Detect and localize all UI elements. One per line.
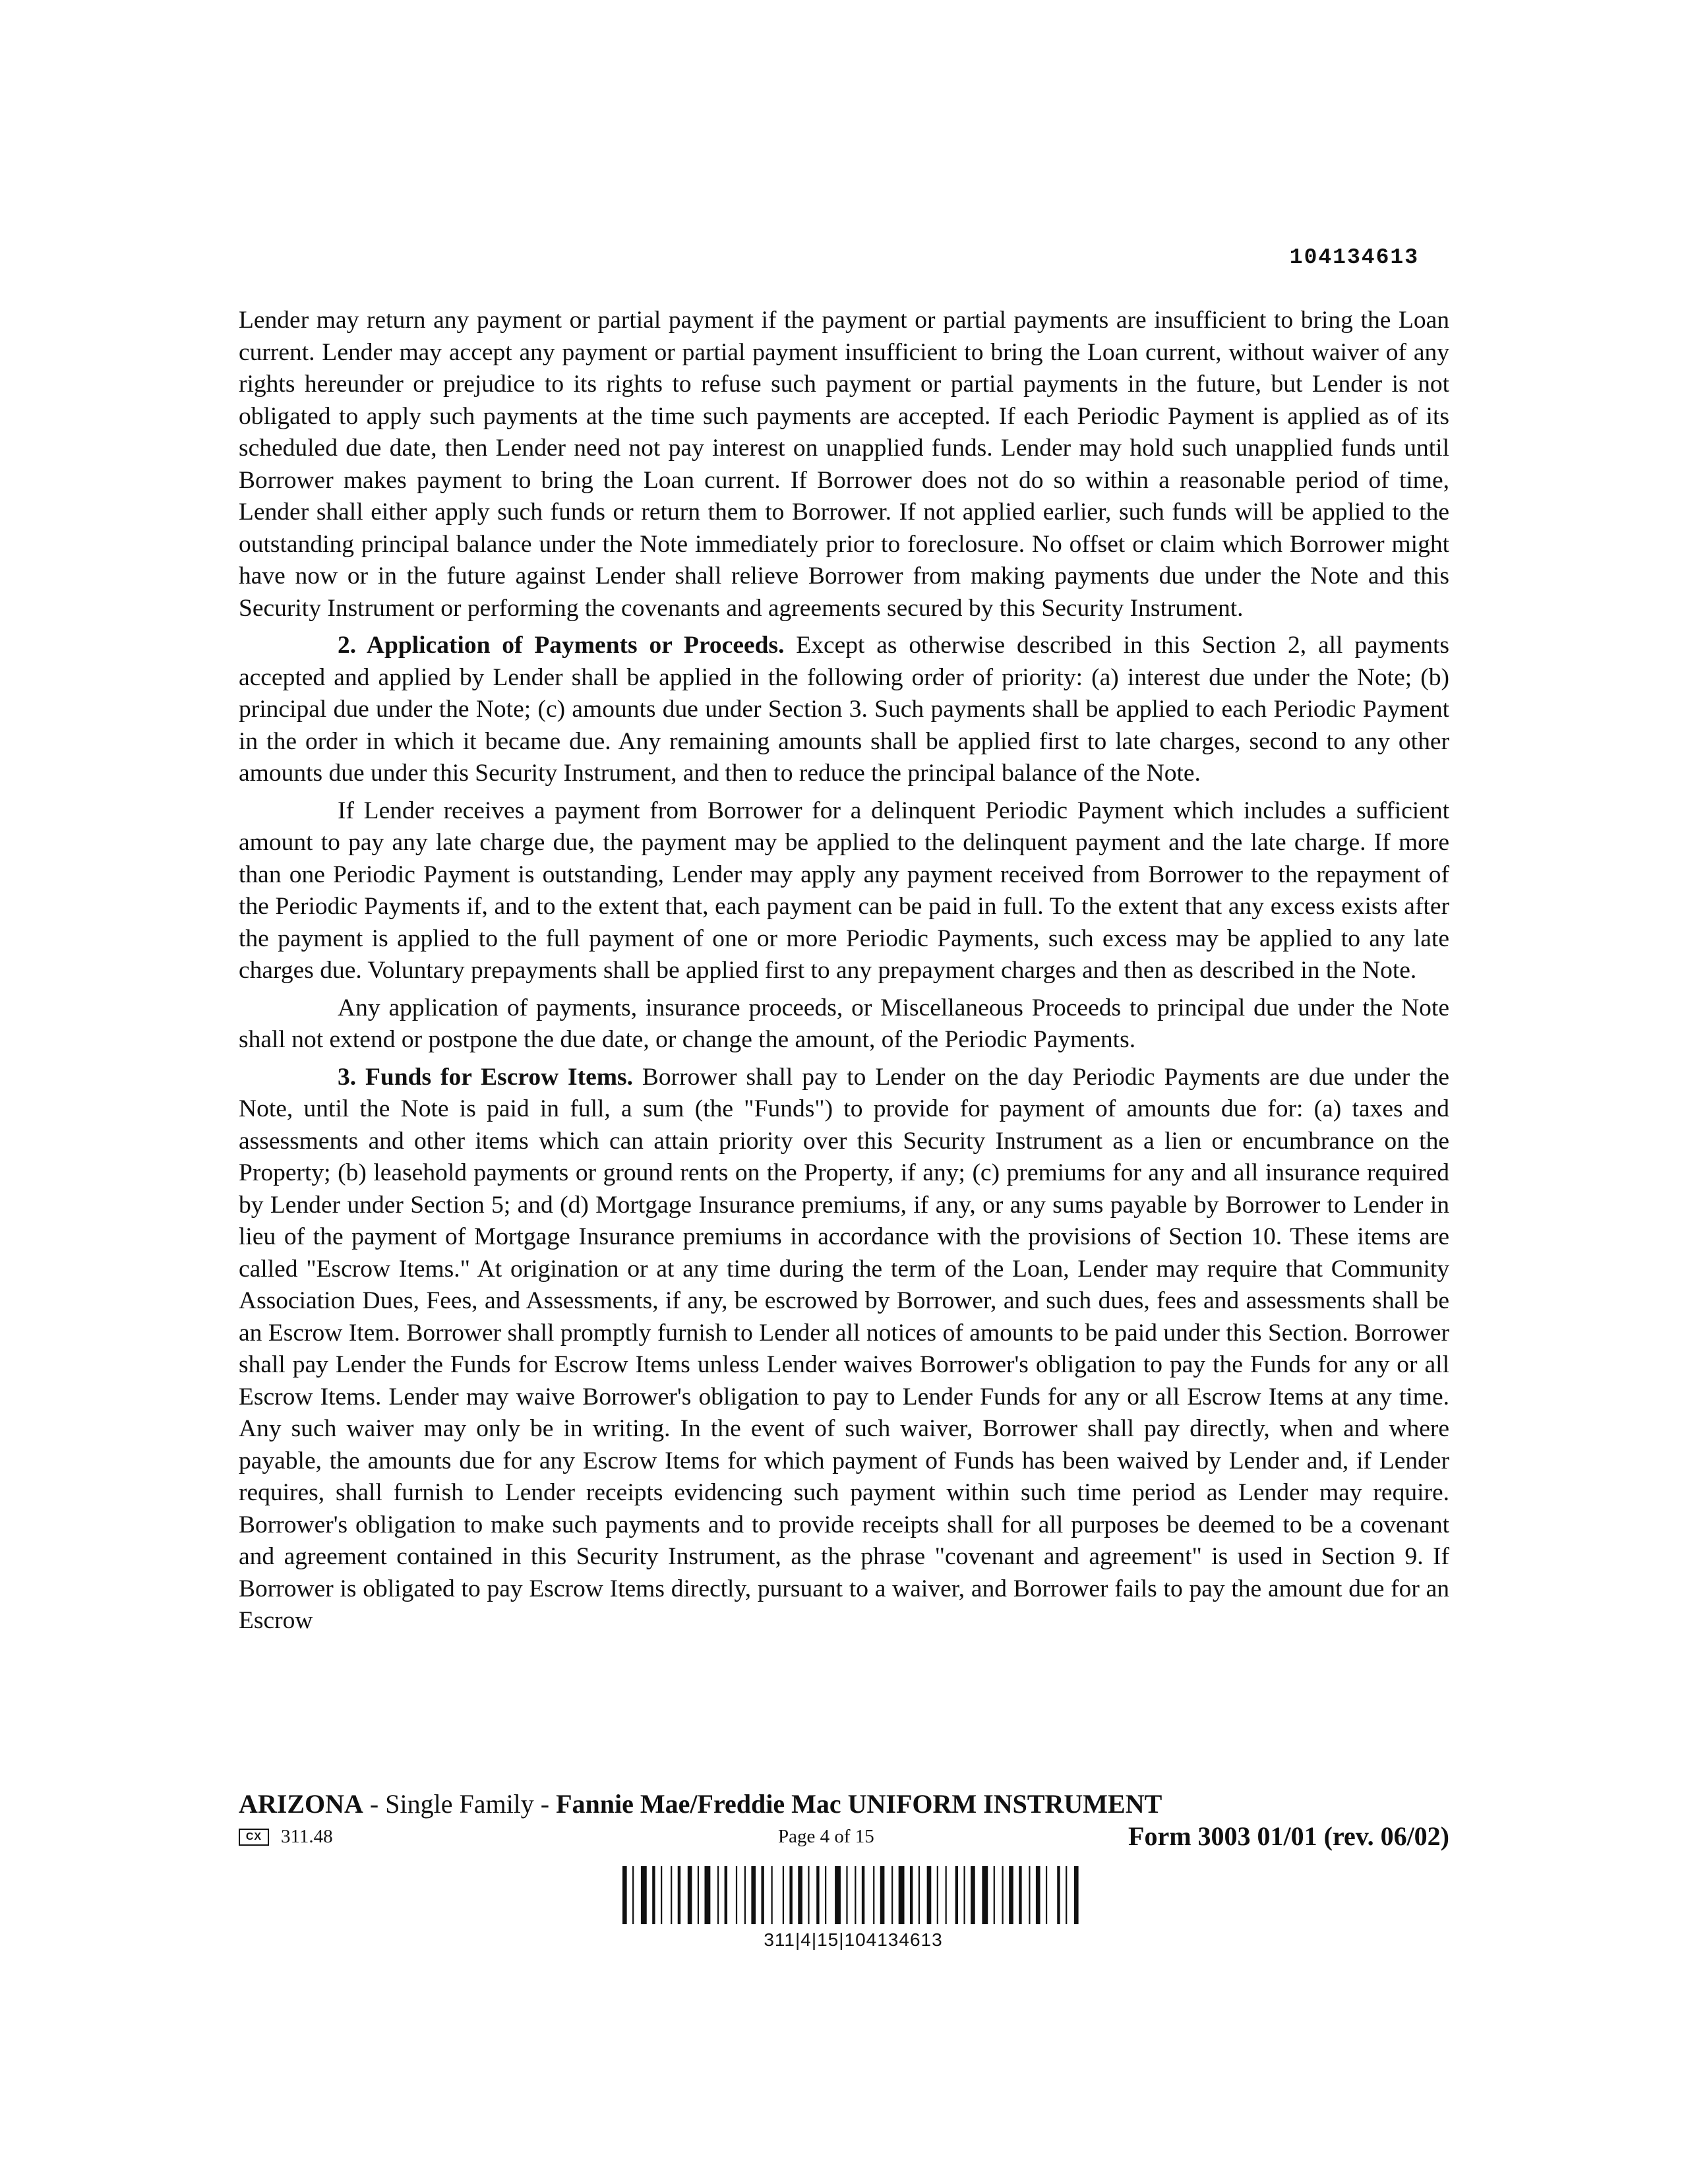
- section-3-heading: 3. Funds for Escrow Items.: [338, 1063, 633, 1091]
- barcode-bar: [963, 1866, 965, 1924]
- section-2-heading: 2. Application of Payments or Proceeds.: [338, 632, 785, 659]
- footer-title: [239, 1788, 1162, 1819]
- barcode-bar: [688, 1866, 692, 1924]
- barcode-bar: [751, 1866, 756, 1924]
- barcode-bar: [1009, 1866, 1013, 1924]
- barcode-text: 311|4|15|104134613: [764, 1929, 943, 1950]
- form-code-group: [239, 1826, 333, 1848]
- barcode-bar: [641, 1866, 647, 1924]
- barcode-bar: [808, 1866, 809, 1924]
- barcode-bar: [717, 1866, 719, 1924]
- form-logo-icon: CX: [239, 1829, 269, 1846]
- barcode-bar: [736, 1866, 737, 1924]
- barcode-bar: [622, 1866, 627, 1924]
- barcode-bar: [816, 1866, 819, 1924]
- barcode-bar: [1066, 1866, 1067, 1924]
- barcode-bar: [632, 1866, 634, 1924]
- barcode-bar: [661, 1866, 662, 1924]
- barcode-bar: [946, 1866, 947, 1924]
- barcode-bar: [891, 1866, 893, 1924]
- form-code: 311.48: [281, 1826, 333, 1847]
- barcode-bar: [744, 1866, 746, 1924]
- page-number: Page 4 of 15: [778, 1826, 874, 1847]
- barcode-bar: [880, 1866, 885, 1924]
- form-number: Form 3003 01/01 (rev. 06/02): [1128, 1821, 1449, 1851]
- barcode-bar: [671, 1866, 672, 1924]
- barcode-bar: [789, 1866, 792, 1924]
- barcode-bar: [846, 1866, 847, 1924]
- barcode-bar: [1002, 1866, 1004, 1924]
- footer-separator: - Single Family -: [363, 1789, 557, 1819]
- barcode-bar: [678, 1866, 680, 1924]
- barcode-bar: [994, 1866, 995, 1924]
- footer-instrument: Fannie Mae/Freddie Mac UNIFORM INSTRUMENT: [556, 1789, 1162, 1819]
- section-2-text: Except as otherwise described in this Section 2, all payments accepted and applied by Lender shall be applied in the following order of priority: (a) interest due under the Note; (b) principal due under the Note; (c) amounts due under Section 3. Such payments shall be applied to each Periodic Payment in the order in which it became due. Any remaining amounts shall be applied first to late charges, second to any other amounts due under this Security Instrument, and then to reduce the principal balance of the Note.: [239, 632, 1450, 787]
- barcode-bar: [919, 1866, 920, 1924]
- barcode-bar: [910, 1866, 913, 1924]
- document-body: [239, 305, 1449, 1643]
- paragraph-application-of-payments: Any application of payments, insurance proceeds, or Miscellaneous Proceeds to principal due under the Note shall not extend or postpone the due date, or change the amount, of the Periodic Payments.: [239, 994, 1449, 1053]
- barcode-bar: [698, 1866, 699, 1924]
- barcode-bar: [937, 1866, 938, 1924]
- barcode-bar: [835, 1866, 841, 1924]
- barcode-bar: [1029, 1866, 1030, 1924]
- barcode-bar: [1046, 1866, 1047, 1924]
- barcode-bar: [771, 1866, 773, 1924]
- paragraph-partial-payments: Lender may return any payment or partial payment if the payment or partial payments are insufficient to bring the Loan current. Lender may accept any payment or partial payment insufficient to bring the Loan current, without waiver of any rights hereunder or prejudice to its rights to refuse such payment or partial payments in the future, but Lender is not obligated to apply such payments at the time such payments are accepted. If each Periodic Payment is applied as of its scheduled due date, then Lender need not pay interest on unapplied funds. Lender may hold such unapplied funds until Borrower makes payment to bring the Loan current. If Borrower does not do so within a reasonable period of time, Lender shall either apply such funds or return them to Borrower. If not applied earlier, such funds will be applied to the outstanding principal balance under the Note immediately prior to foreclosure. No offset or claim which Borrower might have now or in the future against Lender shall relieve Borrower from making payments due under the Note and this Security Instrument or performing the covenants and agreements secured by this Security Instrument.: [239, 307, 1449, 622]
- barcode-bar: [1019, 1866, 1021, 1924]
- barcode-icon: [622, 1866, 1084, 1924]
- barcode-bar: [783, 1866, 784, 1924]
- section-3-text: Borrower shall pay to Lender on the day Periodic Payments are due under the Note, until the Note is paid in full, a sum (the "Funds") to provide for payment of amounts due for: (a) taxes and assessments and other items which can attain priority over this Security Instrument as a lien or encumbrance on the Property; (b) leasehold payments or ground rents on the Property, if any; (c) premiums for any and all insurance required by Lender under Section 5; and (d) Mortgage Insurance premiums, if any, or any sums payable by Borrower to Lender in lieu of the payment of Mortgage Insurance premiums in accordance with the provisions of Section 10. These items are called "Escrow Items." At origination or at any time during the term of the Loan, Lender may require that Community Association Dues, Fees, and Assessments, if any, be escrowed by Borrower, and such dues, fees and assessments shall be an Escrow Item. Borrower shall promptly furnish to Lender all notices of amounts to be paid under this Section. Borrower shall pay Lender the Funds for Escrow Items unless Lender waives Borrower's obligation to pay the Funds for any or all Escrow Items. Lender may waive Borrower's obligation to pay to Lender Funds for any or all Escrow Items at any time. Any such waiver may only be in writing. In the event of such waiver, Borrower shall pay directly, when and where payable, the amounts due for any Escrow Items for which payment of Funds has been waived by Lender and, if Lender requires, shall furnish to Lender receipts evidencing such payment within such time period as Lender may require. Borrower's obligation to make such payments and to provide receipts shall for all purposes be deemed to be a covenant and agreement contained in this Security Instrument, as the phrase "covenant and agreement" is used in Section 9. If Borrower is obligated to pay Escrow Items directly, pursuant to a waiver, and Borrower fails to pay the amount due for an Escrow: [239, 1063, 1449, 1634]
- paragraph-delinquent-payment: If Lender receives a payment from Borrower for a delinquent Periodic Payment which includes a sufficient amount to pay any late charge due, the payment may be applied to the delinquent payment and the late charge. If more than one Periodic Payment is outstanding, Lender may apply any payment received from Borrower to the repayment of the Periodic Payments if, and to the extent that, each payment can be paid in full. To the extent that any excess exists after the payment is applied to the full payment of one or more Periodic Payments, such excess may be applied to any late charges due. Voluntary prepayments shall be applied first to any prepayment charges and then as described in the Note.: [239, 797, 1449, 984]
- section-3-paragraph: [239, 1062, 1449, 1637]
- barcode-bar: [855, 1866, 856, 1924]
- barcode-bar: [704, 1866, 710, 1924]
- barcode-bar: [1074, 1866, 1079, 1924]
- footer-row: [239, 1823, 1449, 1856]
- barcode-bar: [899, 1866, 905, 1924]
- barcode-bar: [927, 1866, 932, 1924]
- barcode-bar: [761, 1866, 764, 1924]
- barcode-bar: [825, 1866, 826, 1924]
- barcode-bar: [982, 1866, 988, 1924]
- barcode-bar: [1036, 1866, 1040, 1924]
- barcode-bar: [873, 1866, 874, 1924]
- barcode-bar: [652, 1866, 655, 1924]
- barcode-bar: [955, 1866, 958, 1924]
- barcode-bar: [1057, 1866, 1060, 1924]
- document-number: 104134613: [1289, 245, 1419, 270]
- barcode-bar: [798, 1866, 802, 1924]
- section-2-paragraph: [239, 630, 1449, 790]
- barcode-bar: [971, 1866, 975, 1924]
- footer-state: ARIZONA: [239, 1789, 363, 1819]
- barcode-bar: [725, 1866, 727, 1924]
- barcode-bar: [862, 1866, 864, 1924]
